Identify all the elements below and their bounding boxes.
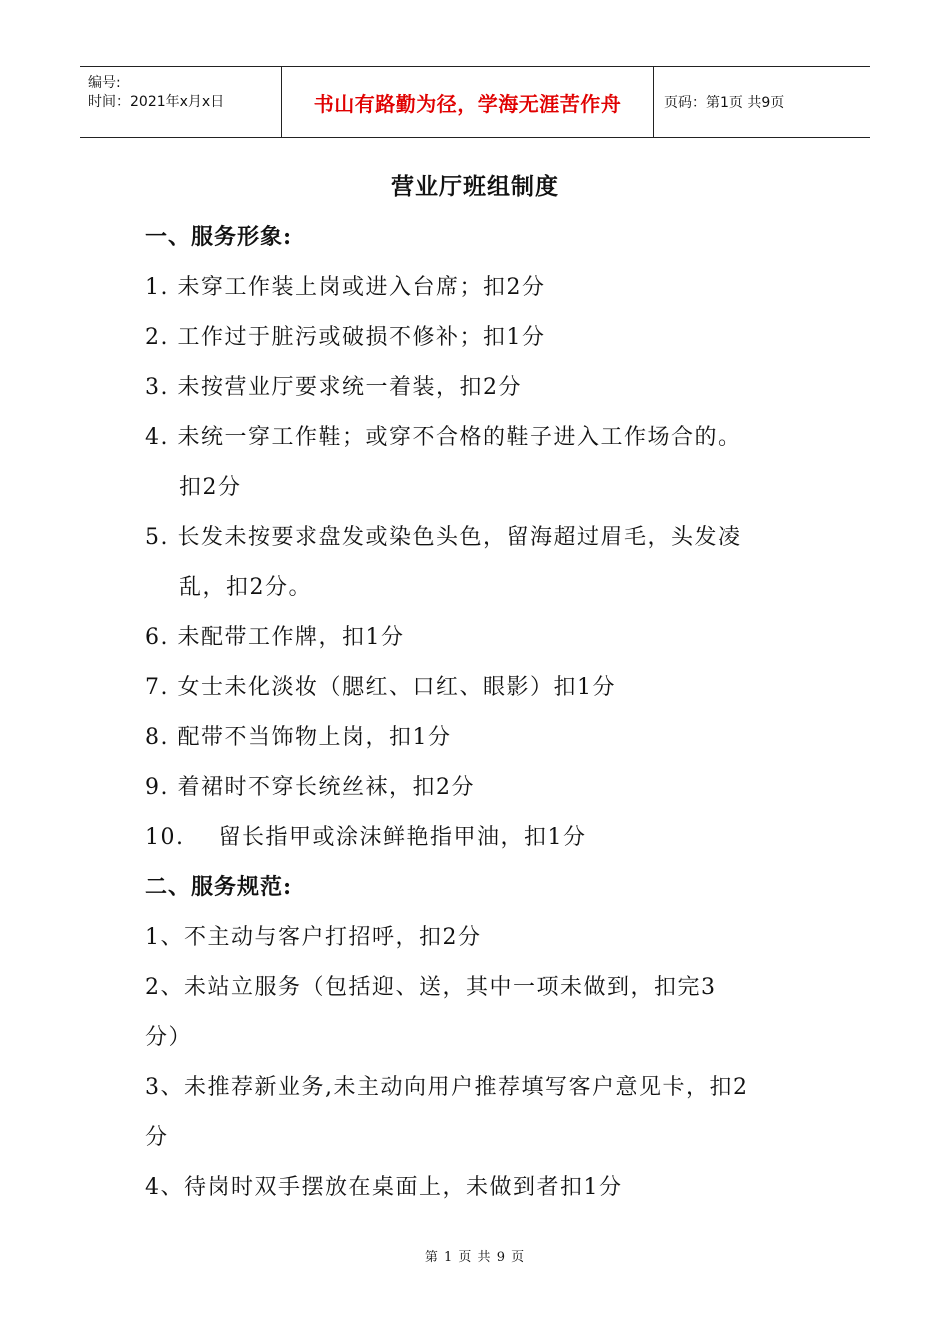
list-item: 6. 未配带工作牌，扣1分 bbox=[145, 625, 405, 650]
header-time-label: 时间：2021年x月x日 bbox=[88, 94, 225, 110]
list-item: 2、未站立服务（包括迎、送，其中一项未做到，扣完3 bbox=[145, 975, 717, 1000]
page-footer: 第 1 页 共 9 页 bbox=[424, 1250, 526, 1265]
list-item: 7. 女士未化淡妆（腮红、口红、眼影）扣1分 bbox=[145, 675, 616, 700]
list-item-continuation: 乱，扣2分。 bbox=[179, 575, 312, 600]
document-title: 营业厅班组制度 bbox=[391, 173, 559, 200]
list-item: 3. 未按营业厅要求统一着装，扣2分 bbox=[145, 375, 522, 400]
header-meta-cell bbox=[80, 67, 282, 137]
header-motto: 书山有路勤为径，学海无涯苦作舟 bbox=[313, 91, 622, 116]
list-item: 9. 着裙时不穿长统丝袜，扣2分 bbox=[145, 775, 475, 800]
header-number-label: 编号: bbox=[88, 75, 121, 91]
list-item: 1、不主动与客户打招呼，扣2分 bbox=[145, 925, 482, 950]
header-motto-cell bbox=[282, 67, 654, 137]
section-heading-service-norms: 二、服务规范: bbox=[145, 874, 293, 900]
list-item-continuation: 分） bbox=[145, 1025, 193, 1050]
section-heading-service-image: 一、服务形象: bbox=[145, 224, 293, 250]
list-item-continuation: 扣2分 bbox=[179, 475, 242, 500]
list-item-continuation: 分 bbox=[145, 1125, 169, 1150]
list-item: 5. 长发未按要求盘发或染色头色，留海超过眉毛，头发凌 bbox=[145, 525, 742, 550]
list-item: 8. 配带不当饰物上岗，扣1分 bbox=[145, 725, 452, 750]
list-item: 10. 留长指甲或涂沫鲜艳指甲油，扣1分 bbox=[145, 825, 587, 850]
list-item: 4、待岗时双手摆放在桌面上，未做到者扣1分 bbox=[145, 1175, 623, 1200]
list-item: 1. 未穿工作装上岗或进入台席；扣2分 bbox=[145, 275, 546, 300]
list-item: 3、未推荐新业务,未主动向用户推荐填写客户意见卡，扣2 bbox=[145, 1075, 749, 1100]
list-item: 4. 未统一穿工作鞋；或穿不合格的鞋子进入工作场合的。 bbox=[145, 425, 742, 450]
document-header bbox=[80, 66, 870, 138]
header-page-info: 页码：第1页 共9页 bbox=[664, 95, 785, 111]
list-item: 2. 工作过于脏污或破损不修补；扣1分 bbox=[145, 325, 546, 350]
